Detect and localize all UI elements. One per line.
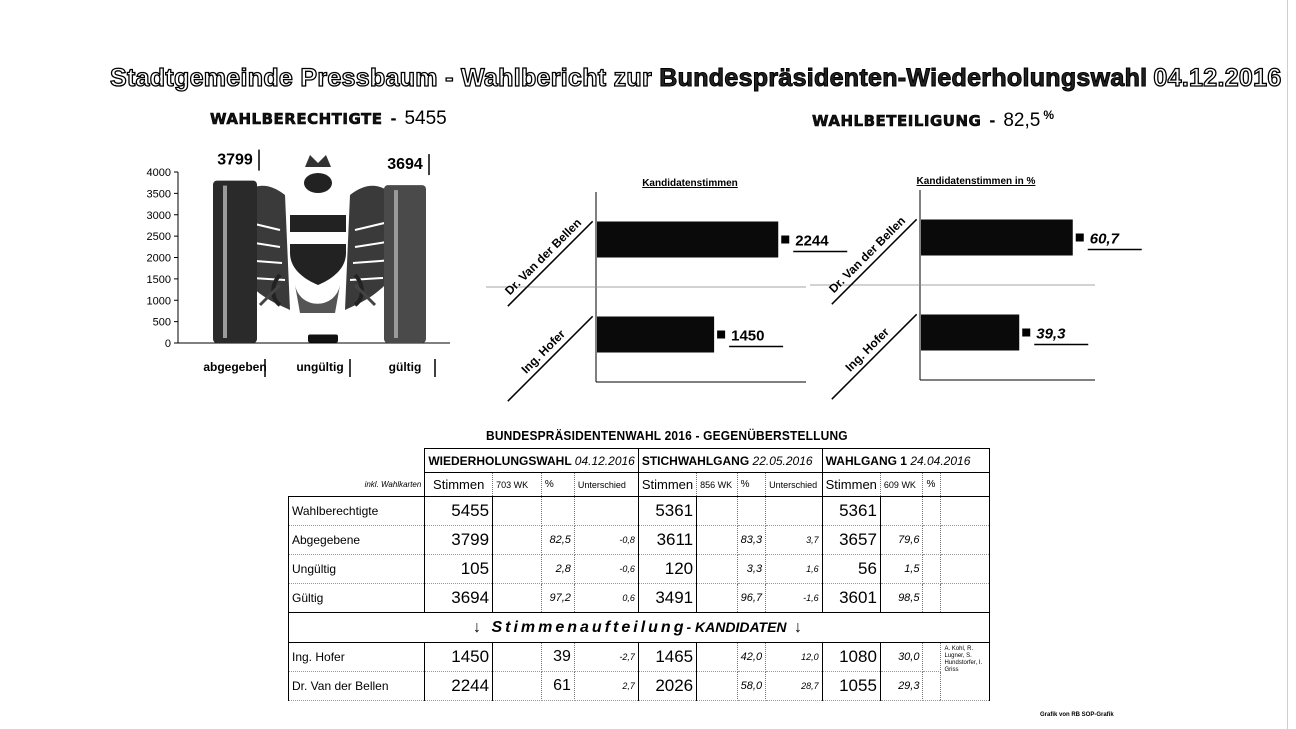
data-label: 3799 <box>217 151 253 169</box>
down-arrow-icon: ↓ <box>794 618 805 636</box>
table-cell <box>493 584 542 613</box>
category-label: abgegeben <box>203 360 267 374</box>
category-label-underline <box>508 221 593 306</box>
table-cell: 39 <box>541 643 574 672</box>
legend-square-icon <box>1076 234 1084 242</box>
page-edge <box>1287 0 1288 729</box>
y-tick-label: 4000 <box>146 167 171 179</box>
turnout-kpi <box>812 108 1054 132</box>
bar-ungueltig <box>308 335 338 343</box>
credit-text: Grafik von RB SOP-Grafik <box>1040 712 1114 718</box>
banner-tail: - KANDIDATEN <box>686 618 787 635</box>
data-label: 2244 <box>795 232 829 250</box>
category-label: Dr. Van der Bellen <box>826 213 909 296</box>
table-cell: 98,5 <box>880 584 923 613</box>
subheader-empty <box>941 473 990 497</box>
table-cell <box>923 584 941 613</box>
table-cell: 28,7 <box>766 672 823 701</box>
bar-stripe <box>394 190 398 338</box>
subheader-diff: Unterschied <box>574 473 638 497</box>
table-cell <box>697 526 738 555</box>
data-label: 60,7 <box>1089 230 1119 248</box>
table-cell: 2026 <box>638 672 696 701</box>
category-label: Ing. Hofer <box>518 326 568 377</box>
group-date: 04.12.2016 <box>574 453 635 468</box>
table-cell <box>697 643 738 672</box>
candidate-row <box>289 643 990 672</box>
comparison-table <box>288 448 990 701</box>
turnout-label: WAHLBETEILIGUNG <box>812 112 982 130</box>
table-cell: 1055 <box>822 672 880 701</box>
table-cell: 1450 <box>425 643 493 672</box>
bar-hofer <box>597 317 714 353</box>
group-name: WAHLGANG 1 <box>825 453 907 468</box>
table-cell: 5361 <box>822 497 880 526</box>
page-title <box>110 64 1282 96</box>
table-cell <box>923 526 941 555</box>
table-cell: 105 <box>425 555 493 584</box>
y-tick-label: 2500 <box>146 231 171 244</box>
turnout-sep: - <box>989 110 996 130</box>
candidates-banner <box>289 613 990 643</box>
table-cell: -0,8 <box>574 526 638 555</box>
bar-van-der-bellen <box>921 220 1073 256</box>
table-cell-note <box>941 526 990 555</box>
group-header-repeat <box>425 449 639 473</box>
subheader-wk: 609 WK <box>880 473 923 497</box>
table-cell <box>493 555 542 584</box>
category-label-group <box>496 209 593 306</box>
table-cell <box>766 497 823 526</box>
row-label: Ungültig <box>289 555 425 584</box>
table-cell: 3611 <box>638 526 696 555</box>
table-cell: 3,7 <box>766 526 823 555</box>
table-cell: 3657 <box>822 526 880 555</box>
table-cell: 3601 <box>822 584 880 613</box>
group-date: 22.05.2016 <box>752 453 813 468</box>
table-cell: -2,7 <box>574 643 638 672</box>
table-cell: 2244 <box>425 672 493 701</box>
subheader-votes: Stimmen <box>638 473 696 497</box>
data-label: 39,3 <box>1036 325 1066 343</box>
table-cell: 1,5 <box>880 555 923 584</box>
table-cell-note <box>941 497 990 526</box>
data-label: 3694 <box>387 156 423 174</box>
table-cell <box>923 643 941 672</box>
bar-van-der-bellen <box>597 222 778 258</box>
row-label: Gültig <box>289 584 425 613</box>
y-tick-label: 3500 <box>146 188 171 201</box>
table-cell <box>541 497 574 526</box>
row-label: Ing. Hofer <box>289 643 425 672</box>
candidate-row <box>289 672 990 701</box>
table-cell: 97,2 <box>541 584 574 613</box>
category-label-underline <box>508 316 593 401</box>
title-date: 04.12.2016 <box>1153 64 1282 92</box>
category-label: ungültig <box>296 360 344 374</box>
table-cell: 29,3 <box>880 672 923 701</box>
table-cell: 1,6 <box>766 555 823 584</box>
chart-title: Kandidatenstimmen <box>642 178 738 189</box>
table-cell: 58,0 <box>737 672 765 701</box>
eligible-sep: - <box>390 108 397 128</box>
table-cell: 0,6 <box>574 584 638 613</box>
title-bold: Bundespräsidenten-Wiederholungswahl <box>659 64 1148 92</box>
category-label-underline <box>832 219 917 304</box>
table-cell: 82,5 <box>541 526 574 555</box>
row-label: Wahlberechtigte <box>289 497 425 526</box>
table-cell <box>697 672 738 701</box>
table-cell: 79,6 <box>880 526 923 555</box>
ballots-chart <box>130 135 470 385</box>
group-name: WIEDERHOLUNGSWAHL <box>428 453 572 468</box>
category-label: Dr. Van der Bellen <box>502 215 585 298</box>
table-cell <box>737 497 765 526</box>
table-row <box>289 497 990 526</box>
y-tick-label: 500 <box>152 316 171 329</box>
table-cell-note <box>941 584 990 613</box>
table-cell: 2,7 <box>574 672 638 701</box>
table-cell: 3799 <box>425 526 493 555</box>
subheader-wk: 856 WK <box>697 473 738 497</box>
subheader-votes: Stimmen <box>425 473 493 497</box>
eligible-label: WAHLBERECHTIGTE <box>210 110 383 128</box>
subheader-pct: % <box>923 473 941 497</box>
table-corner <box>289 449 425 473</box>
y-tick-label: 1000 <box>146 295 171 308</box>
category-label-underline <box>832 314 917 399</box>
table-cell: 3491 <box>638 584 696 613</box>
table-cell-note <box>941 555 990 584</box>
table-row <box>289 555 990 584</box>
bar-hofer <box>921 315 1019 351</box>
row-header-note: inkl. Wahlkarten <box>289 473 425 497</box>
bar-abgegeben <box>213 181 257 343</box>
table-cell: 5361 <box>638 497 696 526</box>
category-label: gültig <box>388 360 422 374</box>
data-label: 1450 <box>731 327 765 345</box>
group-name: STICHWAHLGANG <box>641 453 750 468</box>
table-cell: 42,0 <box>737 643 765 672</box>
category-label-group <box>820 207 917 304</box>
table-row <box>289 584 990 613</box>
subheader-wk: 703 WK <box>493 473 542 497</box>
category-label: Ing. Hofer <box>842 324 892 375</box>
row-label: Abgegebene <box>289 526 425 555</box>
bar-gültig <box>384 185 426 343</box>
subheader-pct: % <box>737 473 765 497</box>
down-arrow-icon: ↓ <box>473 618 484 636</box>
table-cell: 5455 <box>425 497 493 526</box>
category-label-group <box>496 304 593 401</box>
eligible-value: 5455 <box>404 108 447 129</box>
table-cell: 56 <box>822 555 880 584</box>
group-date: 24.04.2016 <box>910 453 971 468</box>
candidate-percent-chart <box>812 168 1132 390</box>
y-tick-label: 3000 <box>146 209 171 222</box>
category-label-group <box>820 302 917 399</box>
table-cell: 96,7 <box>737 584 765 613</box>
eligible-kpi <box>210 108 447 130</box>
y-tick-label: 1500 <box>146 273 171 286</box>
table-cell <box>697 555 738 584</box>
table-title: BUNDESPRÄSIDENTENWAHL 2016 - GEGENÜBERSTELLUNG <box>486 428 848 443</box>
title-plain: Stadtgemeinde Pressbaum - Wahlbericht zur <box>110 64 660 92</box>
table-cell: 2,8 <box>541 555 574 584</box>
table-cell: 3694 <box>425 584 493 613</box>
table-cell <box>574 497 638 526</box>
table-cell <box>493 526 542 555</box>
table-cell <box>923 555 941 584</box>
table-cell <box>923 672 941 701</box>
table-cell: 120 <box>638 555 696 584</box>
table-cell: 30,0 <box>880 643 923 672</box>
legend-square-icon <box>1022 329 1030 337</box>
subheader-votes: Stimmen <box>822 473 880 497</box>
subheader-diff: Unterschied <box>766 473 823 497</box>
table-cell: 1080 <box>822 643 880 672</box>
table-cell <box>697 497 738 526</box>
legend-square-icon <box>781 236 789 244</box>
table-cell <box>923 497 941 526</box>
y-tick-label: 0 <box>164 338 171 350</box>
table-cell: 61 <box>541 672 574 701</box>
table-cell: -0,6 <box>574 555 638 584</box>
group-header-first-round <box>822 449 989 473</box>
banner-text: Stimmenaufteilung <box>491 618 687 636</box>
table-row <box>289 526 990 555</box>
table-cell: -1,6 <box>766 584 823 613</box>
chart-title: Kandidatenstimmen in % <box>916 176 1036 187</box>
group-header-runoff <box>638 449 822 473</box>
legend-square-icon <box>717 331 725 339</box>
row-label: Dr. Van der Bellen <box>289 672 425 701</box>
table-cell: 3,3 <box>737 555 765 584</box>
table-cell <box>880 497 923 526</box>
table-cell <box>493 672 542 701</box>
table-cell <box>697 584 738 613</box>
table-cell: 83,3 <box>737 526 765 555</box>
subheader-pct: % <box>541 473 574 497</box>
y-tick-label: 2000 <box>146 252 171 265</box>
turnout-value: 82,5 <box>1003 110 1041 131</box>
table-cell-note: A. Kohl, R. Lugner, S. Hundstorfer, I. Griss <box>941 643 990 701</box>
table-cell <box>493 497 542 526</box>
table-cell: 1465 <box>638 643 696 672</box>
turnout-unit: % <box>1043 108 1054 122</box>
bar-stripe <box>223 186 227 338</box>
table-cell: 12,0 <box>766 643 823 672</box>
table-cell <box>493 643 542 672</box>
candidate-votes-chart <box>490 170 829 390</box>
